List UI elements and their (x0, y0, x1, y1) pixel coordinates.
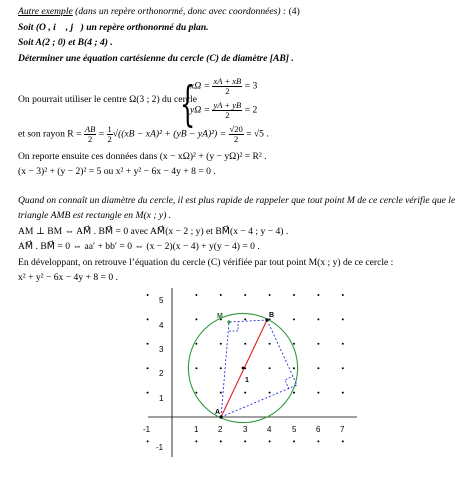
intro-desc: (dans un repère orthonormé, donc avec coordonnées) : (72, 6, 287, 17)
report-line: On reporte ensuite ces données dans (x − xΩ)² + (y − yΩ)² = R² . (18, 151, 267, 162)
grid-dot (195, 392, 197, 394)
intro-number: (4) (286, 6, 300, 17)
grid-dot (317, 440, 319, 442)
grid-dot (317, 392, 319, 394)
grid-dot (244, 440, 246, 442)
grid-dot (220, 440, 222, 442)
grid-dot (220, 343, 222, 345)
tick-labels (143, 296, 345, 452)
develop-line: En développant, on retrouve l’équation du cercle (C) vérifiée par tout point M(x ; y) de ce cercle : (18, 257, 394, 268)
x-tick-7: 7 (340, 425, 345, 434)
grid-dot (342, 343, 344, 345)
perpendicular-line: AM ⊥ BM ⇔ AM⃗ . BM⃗ = 0 avec AM⃗(x − 2 ; y) et BM⃗(x − 4 ; y − 4) . (18, 226, 289, 237)
repere-line: Soit (O , i⃗ , j⃗) un repère orthonormé du plan. (18, 22, 209, 33)
diameter-remark-line: Quand on connaît un diamètre du cercle, il est plus rapide de rappeler que tout point M de ce cercle vérifie que le (18, 195, 456, 206)
grid-dot (195, 294, 197, 296)
grid-dot (342, 392, 344, 394)
axes (148, 288, 357, 457)
grid-dots (147, 294, 344, 442)
x-tick-1: 1 (194, 425, 199, 434)
radius-frac-3-num: √20 (229, 124, 243, 134)
grid-dot (147, 318, 149, 320)
y-tick-5: 5 (159, 296, 164, 305)
radius-sqrt: √((xB − xA)² + (yB − yA)²) = (112, 128, 227, 140)
grid-dot (317, 318, 319, 320)
grid-dot (293, 367, 295, 369)
grid-dot (220, 367, 222, 369)
system-brace: { (180, 76, 196, 132)
points-line: Soit A(2 ; 0) et B(4 ; 4) . (18, 37, 113, 48)
grid-dot (269, 294, 271, 296)
x-tick-3: 3 (243, 425, 248, 434)
center-marker (242, 367, 245, 370)
point-m-marker (227, 320, 230, 323)
x-tick-5: 5 (292, 425, 297, 434)
grid-dot (342, 294, 344, 296)
system-x-rhs: = 3 (244, 80, 258, 92)
radius-frac-3-den: 2 (233, 134, 239, 144)
grid-dot (269, 392, 271, 394)
dot-product-line: AM⃗ . BM⃗ = 0 ⇔ aa′ + bb′ = 0 ⇔ (x − 2)(x − 4) + y(y − 4) = 0 . (18, 241, 260, 252)
right-angle-mark-1 (229, 322, 238, 331)
label-a: A (215, 409, 221, 416)
radius-eq: = (96, 128, 107, 140)
grid-dot (317, 367, 319, 369)
system-x-num: xA + xB (213, 76, 242, 86)
radius-frac-2-den: 2 (107, 134, 112, 144)
grid-dot (342, 318, 344, 320)
label-b: B (269, 312, 275, 319)
question-line: Déterminer une équation cartésienne du cercle (C) de diamètre [AB] . (18, 53, 294, 64)
triangle-line: triangle AMB est rectangle en M(x ; y) . (18, 210, 172, 221)
grid-dot (317, 294, 319, 296)
grid-dot (244, 294, 246, 296)
grid-dot (195, 343, 197, 345)
y-tick-1: 1 (159, 394, 164, 403)
x-tick-6: 6 (316, 425, 321, 434)
radius-frac-2-num: 1 (107, 124, 112, 134)
grid-dot (147, 392, 149, 394)
grid-dot (147, 367, 149, 369)
grid-dot (147, 343, 149, 345)
grid-dot (293, 392, 295, 394)
grid-dot (269, 343, 271, 345)
equation-line: (x − 3)² + (y − 2)² = 5 ou x² + y² − 6x − 4y + 8 = 0 . (18, 166, 216, 177)
grid-dot (342, 367, 344, 369)
grid-dot (293, 440, 295, 442)
grid-dot (244, 318, 246, 320)
grid-dot (244, 392, 246, 394)
grid-dot (293, 294, 295, 296)
radius-frac-1-den: 2 (87, 134, 93, 144)
y-tick-2: 2 (159, 369, 164, 378)
grid-dot (220, 392, 222, 394)
x-tick-2: 2 (218, 425, 223, 434)
x-tick-neg1: -1 (143, 425, 151, 434)
grid-dot (244, 343, 246, 345)
grid-dot (147, 294, 149, 296)
grid-dot (195, 440, 197, 442)
centre-line: On pourrait utiliser le centre Ω(3 ; 2) du cercle (18, 94, 197, 105)
y-tick-3: 3 (159, 345, 164, 354)
grid-dot (342, 440, 344, 442)
y-tick-4: 4 (159, 321, 164, 330)
system-y-num: yA + yB (213, 100, 242, 110)
label-m: M (217, 313, 223, 320)
y-tick-neg1: -1 (156, 443, 164, 452)
system-y-lhs: yΩ = (190, 104, 211, 116)
grid-dot (195, 367, 197, 369)
grid-dot (293, 343, 295, 345)
radius-result: = √5 . (243, 128, 269, 140)
radius-frac-1-num: AB (84, 124, 96, 134)
grid-dot (195, 318, 197, 320)
x-tick-4: 4 (267, 425, 272, 434)
intro-title: Autre exemple (18, 6, 73, 17)
grid-dot (317, 343, 319, 345)
grid-dot (220, 294, 222, 296)
grid-dot (147, 440, 149, 442)
grid-dot (269, 367, 271, 369)
grid-dot (293, 318, 295, 320)
system-x-lhs: xΩ = (190, 80, 211, 92)
system-y-rhs: = 2 (244, 104, 258, 116)
radius-label: et son rayon R = (18, 128, 82, 140)
system-y-den: 2 (225, 110, 230, 120)
system-x-den: 2 (225, 86, 230, 96)
final-equation-line: x² + y² − 6x − 4y + 8 = 0 . (18, 272, 118, 283)
label-center: 1 (245, 377, 249, 384)
grid-dot (269, 440, 271, 442)
